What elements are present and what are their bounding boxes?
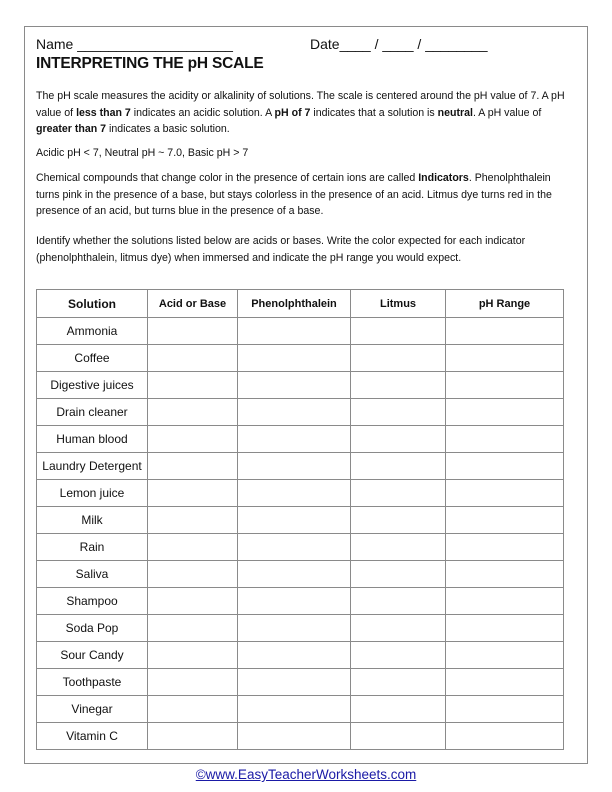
phenolphthalein-cell[interactable] [238,534,351,561]
solution-name: Sour Candy [37,642,148,669]
page-title: INTERPRETING THE pH SCALE [36,55,264,72]
table-header-row [37,290,564,318]
litmus-cell[interactable] [351,534,446,561]
litmus-cell[interactable] [351,507,446,534]
intro-text: indicates a basic solution. [106,123,230,135]
solution-name: Vitamin C [37,723,148,750]
ph-range-cell[interactable] [446,642,564,669]
acid-or-base-cell[interactable] [148,480,238,507]
table-row [37,588,564,615]
date-blank[interactable]: ____ / ____ / ________ [339,36,488,52]
ph-range-cell[interactable] [446,480,564,507]
ph-range-cell[interactable] [446,723,564,750]
ph-range-cell[interactable] [446,669,564,696]
phenolphthalein-cell[interactable] [238,345,351,372]
instructions-paragraph: Identify whether the solutions listed below are acids or bases. Write the color expected for each indicator (phenolphthalein, litmus dye) when immersed and indicate the pH range you would expect. [36,235,526,264]
header-solution: Solution [37,290,148,318]
litmus-cell[interactable] [351,453,446,480]
litmus-cell[interactable] [351,345,446,372]
solution-name: Rain [37,534,148,561]
phenolphthalein-cell[interactable] [238,426,351,453]
acid-or-base-cell[interactable] [148,426,238,453]
acid-or-base-cell[interactable] [148,642,238,669]
solution-name: Laundry Detergent [37,453,148,480]
solution-name: Human blood [37,426,148,453]
intro-bold-text: less than 7 [76,106,131,119]
phenolphthalein-cell[interactable] [238,723,351,750]
date-label: Date [310,36,340,52]
acid-or-base-cell[interactable] [148,561,238,588]
solution-name: Soda Pop [37,615,148,642]
intro-paragraph-indicators [36,170,576,220]
intro-bold-text: neutral [437,106,473,119]
table-row [37,723,564,750]
table-row [37,615,564,642]
phenolphthalein-cell[interactable] [238,507,351,534]
header-phenolphthalein: Phenolphthalein [238,290,351,318]
ph-range-cell[interactable] [446,399,564,426]
intro-paragraph-ph-scale [36,88,576,138]
phenolphthalein-cell[interactable] [238,399,351,426]
name-blank[interactable]: ____________________ [73,36,233,52]
header-acid-or-base: Acid or Base [148,290,238,318]
table-row [37,507,564,534]
solution-name: Shampoo [37,588,148,615]
ph-range-cell[interactable] [446,534,564,561]
litmus-cell[interactable] [351,561,446,588]
acid-or-base-cell[interactable] [148,669,238,696]
ph-range-cell[interactable] [446,318,564,345]
solution-name: Coffee [37,345,148,372]
phenolphthalein-cell[interactable] [238,642,351,669]
solution-name: Toothpaste [37,669,148,696]
name-label: Name [36,36,74,52]
phenolphthalein-cell[interactable] [238,588,351,615]
litmus-cell[interactable] [351,318,446,345]
litmus-cell[interactable] [351,696,446,723]
litmus-cell[interactable] [351,588,446,615]
litmus-cell[interactable] [351,723,446,750]
acid-or-base-cell[interactable] [148,696,238,723]
intro-bold-text: greater than 7 [36,123,107,135]
acid-or-base-cell[interactable] [148,615,238,642]
table-row [37,534,564,561]
table-row [37,318,564,345]
acid-or-base-cell[interactable] [148,345,238,372]
acid-or-base-cell[interactable] [148,399,238,426]
acid-or-base-cell[interactable] [148,723,238,750]
name-field[interactable] [36,36,233,52]
intro-bold-text: pH of 7 [274,106,311,119]
litmus-cell[interactable] [351,426,446,453]
litmus-cell[interactable] [351,399,446,426]
ph-range-cell[interactable] [446,345,564,372]
table-row [37,453,564,480]
litmus-cell[interactable] [351,372,446,399]
table-row [37,669,564,696]
intro-text: . A pH value of [472,106,542,119]
table-row [37,372,564,399]
ph-range-cell[interactable] [446,561,564,588]
header-ph-range: pH Range [446,290,564,318]
solution-name: Drain cleaner [37,399,148,426]
ph-range-cell[interactable] [446,588,564,615]
footer-link[interactable]: ©www.EasyTeacherWorksheets.com [195,767,417,782]
phenolphthalein-cell[interactable] [238,372,351,399]
litmus-cell[interactable] [351,669,446,696]
acid-or-base-cell[interactable] [148,534,238,561]
phenolphthalein-cell[interactable] [238,561,351,588]
solution-name: Lemon juice [37,480,148,507]
date-field[interactable] [310,36,488,52]
phenolphthalein-cell[interactable] [238,696,351,723]
solution-name: Digestive juices [37,372,148,399]
ph-range-cell[interactable] [446,696,564,723]
litmus-cell[interactable] [351,480,446,507]
table-row [37,399,564,426]
intro-text: . Phenolphthalein turns pink in the presence of a base, but stays colorless in the presence of an acid. Litmus dye turns red in the presence of an acid, but turns blue in the presence of a base. [36,172,552,217]
litmus-cell[interactable] [351,642,446,669]
table-row [37,426,564,453]
acid-or-base-cell[interactable] [148,372,238,399]
phenolphthalein-cell[interactable] [238,453,351,480]
ph-range-cell[interactable] [446,453,564,480]
phenolphthalein-cell[interactable] [238,318,351,345]
header-litmus: Litmus [351,290,446,318]
phenolphthalein-cell[interactable] [238,480,351,507]
litmus-cell[interactable] [351,615,446,642]
intro-text: Chemical compounds that change color in the presence of certain ions are called [36,172,419,184]
table-row [37,480,564,507]
intro-text: The pH scale measures the acidity or alkalinity of solutions. The scale is centered around the pH value of 7. A pH value of [36,90,565,119]
ph-range-cell[interactable] [446,615,564,642]
phenolphthalein-cell[interactable] [238,615,351,642]
intro-bold-text: Indicators [418,172,469,184]
ph-range-cell[interactable] [446,372,564,399]
solution-name: Saliva [37,561,148,588]
acid-or-base-cell[interactable] [148,318,238,345]
table-row [37,345,564,372]
ph-range-cell[interactable] [446,507,564,534]
acid-or-base-cell[interactable] [148,507,238,534]
ph-range-cell[interactable] [446,426,564,453]
ph-summary-line: Acidic pH < 7, Neutral pH ~ 7.0, Basic pH > 7 [36,147,249,159]
solution-name: Milk [37,507,148,534]
intro-text: indicates that a solution is [310,106,438,119]
phenolphthalein-cell[interactable] [238,669,351,696]
table-row [37,696,564,723]
solutions-table [36,289,564,750]
intro-text: indicates an acidic solution. A [130,106,275,119]
table-row [37,561,564,588]
table-row [37,642,564,669]
acid-or-base-cell[interactable] [148,453,238,480]
solution-name: Vinegar [37,696,148,723]
solution-name: Ammonia [37,318,148,345]
acid-or-base-cell[interactable] [148,588,238,615]
